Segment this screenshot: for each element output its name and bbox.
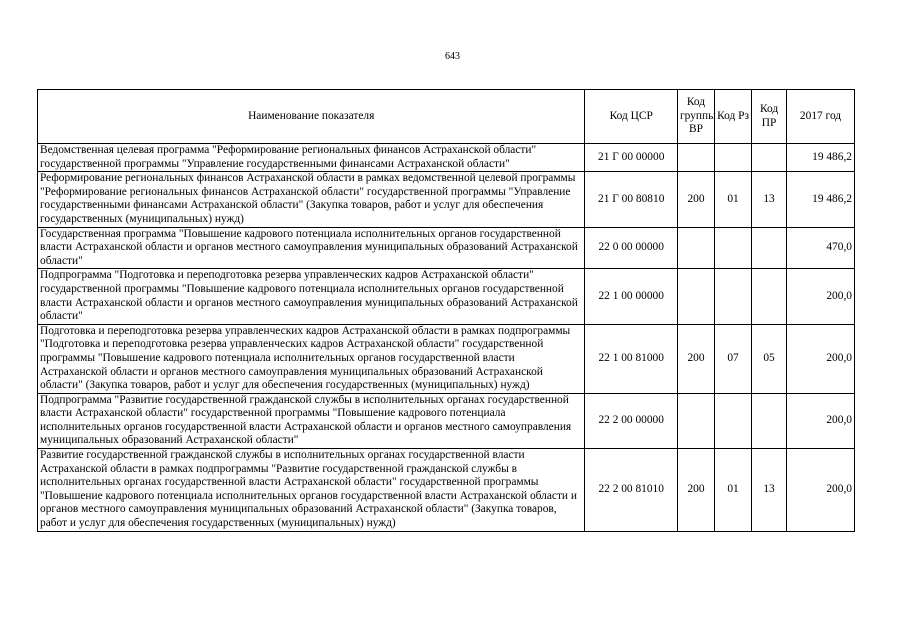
- row-vr: [678, 269, 715, 324]
- row-pr: 13: [752, 449, 787, 532]
- row-csr: 22 2 00 00000: [585, 393, 678, 448]
- row-vr: [678, 393, 715, 448]
- row-pr: 05: [752, 324, 787, 393]
- row-vr: [678, 227, 715, 269]
- row-vr: 200: [678, 324, 715, 393]
- row-value: 200,0: [787, 449, 855, 532]
- row-name: Реформирование региональных финансов Астраханской области в рамках ведомственной целевой программы "Реформирование региональных финансов Астраханской области" государственной программы "Управление государственными финансами Астраханской области" (Закупка товаров, работ и услуг для обеспечения государственных (муниципальных) нужд): [38, 172, 585, 227]
- row-vr: 200: [678, 449, 715, 532]
- row-pr: [752, 144, 787, 172]
- row-csr: 22 2 00 81010: [585, 449, 678, 532]
- row-pr: [752, 269, 787, 324]
- row-csr: 21 Г 00 80810: [585, 172, 678, 227]
- table-row: [38, 227, 855, 269]
- table-row: [38, 449, 855, 532]
- table-row: [38, 324, 855, 393]
- row-value: 200,0: [787, 393, 855, 448]
- row-pr: [752, 227, 787, 269]
- row-vr: [678, 144, 715, 172]
- row-value: 19 486,2: [787, 172, 855, 227]
- row-value: 200,0: [787, 324, 855, 393]
- row-value: 19 486,2: [787, 144, 855, 172]
- table-row: [38, 393, 855, 448]
- table-row: [38, 269, 855, 324]
- budget-table: [37, 89, 855, 532]
- table-row: [38, 172, 855, 227]
- header-vr: Код группы ВР: [678, 90, 715, 144]
- page-number: 643: [445, 51, 460, 62]
- row-rz: [715, 269, 752, 324]
- row-rz: 07: [715, 324, 752, 393]
- row-value: 470,0: [787, 227, 855, 269]
- header-rz: Код Рз: [715, 90, 752, 144]
- row-rz: 01: [715, 449, 752, 532]
- header-pr: Код ПР: [752, 90, 787, 144]
- row-csr: 22 1 00 00000: [585, 269, 678, 324]
- header-name: Наименование показателя: [38, 90, 585, 144]
- row-name: Подпрограмма "Подготовка и переподготовка резерва управленческих кадров Астраханской области" государственной программы "Повышение кадрового потенциала исполнительных органов государственной власти Астраханской области и органов местного самоуправления муниципальных образований Астраханской области": [38, 269, 585, 324]
- row-name: Развитие государственной гражданской службы в исполнительных органах государственной власти Астраханской области в рамках подпрограммы "Развитие государственной гражданской службы в исполнительных органах государственной власти Астраханской области" государственной программы "Повышение кадрового потенциала исполнительных органов государственной власти Астраханской области и органов местного самоуправления муниципальных образований Астраханской области" (Закупка товаров, работ и услуг для обеспечения государственных (муниципальных) нужд): [38, 449, 585, 532]
- row-name: Подготовка и переподготовка резерва управленческих кадров Астраханской области в рамках подпрограммы "Подготовка и переподготовка резерва управленческих кадров Астраханской области" государственной программы "Повышение кадрового потенциала исполнительных органов государственной власти Астраханской области и органов местного самоуправления муниципальных образований Астраханской области" (Закупка товаров, работ и услуг для обеспечения государственных (муниципальных) нужд): [38, 324, 585, 393]
- row-value: 200,0: [787, 269, 855, 324]
- row-rz: 01: [715, 172, 752, 227]
- table-row: [38, 144, 855, 172]
- row-rz: [715, 144, 752, 172]
- header-csr: Код ЦСР: [585, 90, 678, 144]
- row-name: Ведомственная целевая программа "Реформирование региональных финансов Астраханской области" государственной программы "Управление государственными финансами Астраханской области": [38, 144, 585, 172]
- row-csr: 22 1 00 81000: [585, 324, 678, 393]
- row-csr: 21 Г 00 00000: [585, 144, 678, 172]
- table-header-row: [38, 90, 855, 144]
- row-csr: 22 0 00 00000: [585, 227, 678, 269]
- row-vr: 200: [678, 172, 715, 227]
- row-name: Подпрограмма "Развитие государственной гражданской службы в исполнительных органах государственной власти Астраханской области" государственной программы "Повышение кадрового потенциала исполнительных органов государственной власти Астраханской области и органов местного самоуправления муниципальных образований Астраханской области": [38, 393, 585, 448]
- row-rz: [715, 393, 752, 448]
- header-year: 2017 год: [787, 90, 855, 144]
- row-pr: [752, 393, 787, 448]
- row-name: Государственная программа "Повышение кадрового потенциала исполнительных органов государственной власти Астраханской области и органов местного самоуправления муниципальных образований Астраханской области": [38, 227, 585, 269]
- row-rz: [715, 227, 752, 269]
- row-pr: 13: [752, 172, 787, 227]
